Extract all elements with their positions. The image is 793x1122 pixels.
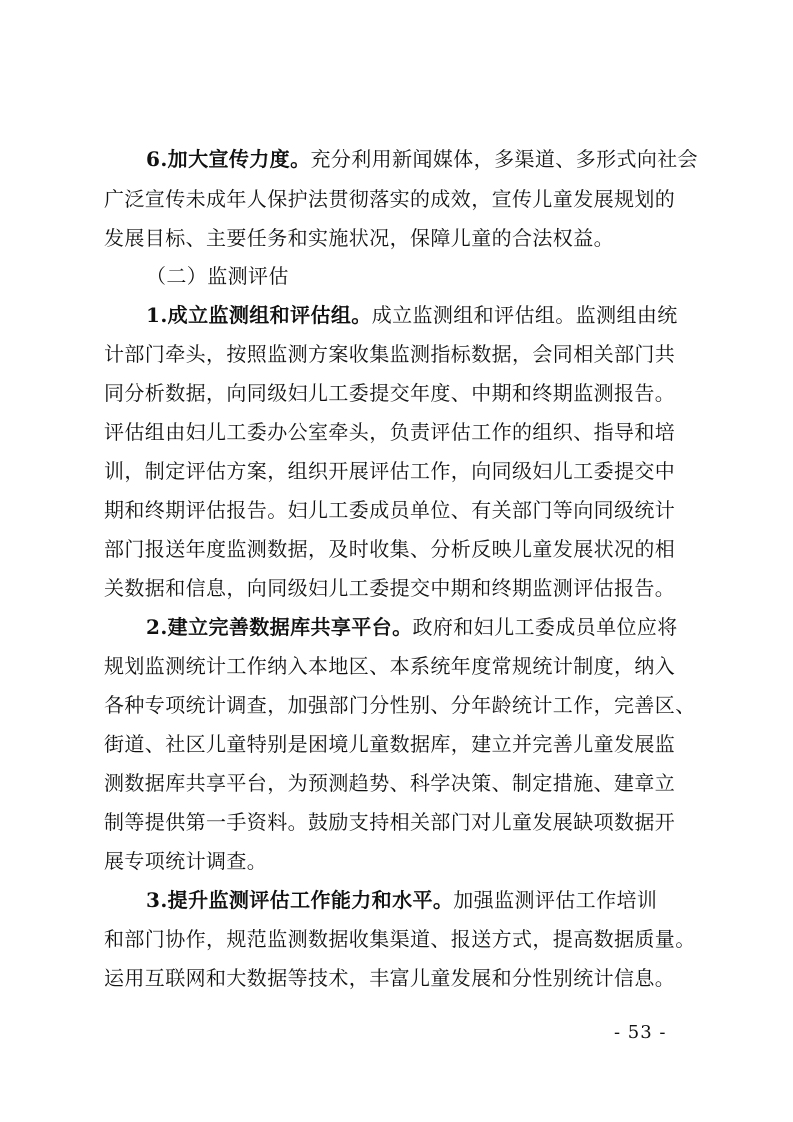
paragraph-3-line-1 [146, 888, 692, 912]
paragraph-6-line-1 [146, 147, 699, 171]
paragraph-3-heading: 3.提升监测评估工作能力和水平。 [146, 888, 454, 912]
paragraph-3-line-3: 运用互联网和大数据等技术，丰富儿童发展和分性别统计信息。 [104, 966, 676, 990]
paragraph-3-text: 加强监测评估工作培训 [453, 888, 658, 912]
section-subheading: （二）监测评估 [146, 264, 289, 288]
paragraph-1-heading: 1.成立监测组和评估组。 [146, 303, 372, 327]
paragraph-1-line-5: 训，制定评估方案，组织开展评估工作，向同级妇儿工委提交中 [104, 459, 676, 483]
paragraph-2-line-4: 街道、社区儿童特别是困境儿童数据库，建立并完善儿童发展监 [104, 732, 676, 756]
paragraph-2-line-6: 制等提供第一手资料。鼓励支持相关部门对儿童发展缺项数据开 [104, 810, 676, 834]
paragraph-2-line-5: 测数据库共享平台，为预测趋势、科学决策、制定措施、建章立 [104, 771, 676, 795]
paragraph-2-line-7: 展专项统计调查。 [104, 849, 268, 873]
paragraph-2-line-3: 各种专项统计调查，加强部门分性别、分年龄统计工作，完善区、 [104, 693, 696, 717]
paragraph-2-text: 政府和妇儿工委成员单位应将 [412, 615, 678, 639]
paragraph-1-line-8: 关数据和信息，向同级妇儿工委提交中期和终期监测评估报告。 [104, 576, 676, 600]
paragraph-6-heading: 6.加大宣传力度。 [146, 147, 311, 171]
paragraph-6-line-2: 广泛宣传未成年人保护法贯彻落实的成效，宣传儿童发展规划的 [104, 187, 676, 211]
paragraph-2-heading: 2.建立完善数据库共享平台。 [146, 615, 413, 639]
paragraph-1-line-1 [146, 303, 692, 327]
page-number: - 53 - [614, 1022, 667, 1043]
paragraph-2-line-1 [146, 615, 692, 639]
paragraph-1-line-3: 同分析数据，向同级妇儿工委提交年度、中期和终期监测报告。 [104, 381, 676, 405]
paragraph-1-line-2: 计部门牵头，按照监测方案收集监测指标数据，会同相关部门共 [104, 342, 676, 366]
paragraph-1-line-4: 评估组由妇儿工委办公室牵头，负责评估工作的组织、指导和培 [104, 420, 676, 444]
paragraph-3-line-2: 和部门协作，规范监测数据收集渠道、报送方式，提高数据质量。 [104, 927, 696, 951]
paragraph-1-line-7: 部门报送年度监测数据，及时收集、分析反映儿童发展状况的相 [104, 537, 676, 561]
paragraph-6-text: 充分利用新闻媒体，多渠道、多形式向社会 [310, 147, 699, 171]
paragraph-1-line-6: 期和终期评估报告。妇儿工委成员单位、有关部门等向同级统计 [104, 498, 676, 522]
paragraph-1-text: 成立监测组和评估组。监测组由统 [371, 303, 678, 327]
paragraph-2-line-2: 规划监测统计工作纳入本地区、本系统年度常规统计制度，纳入 [104, 654, 676, 678]
paragraph-6-line-3: 发展目标、主要任务和实施状况，保障儿童的合法权益。 [104, 226, 614, 250]
